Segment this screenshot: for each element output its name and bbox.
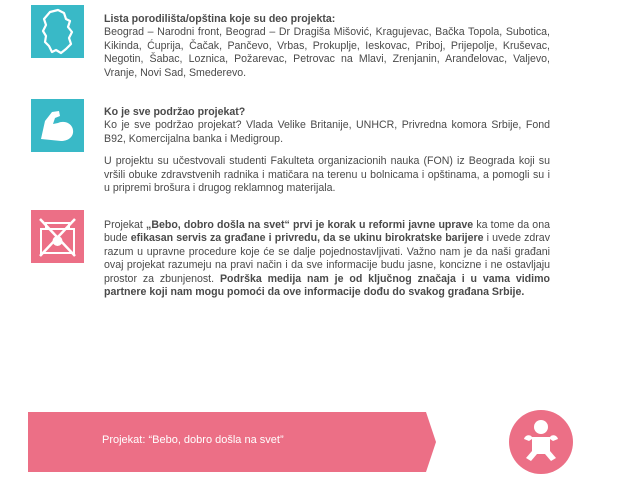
footer-banner: [28, 412, 436, 472]
section-municipalities: [104, 13, 550, 80]
serbia-map-icon: [31, 5, 84, 58]
fon-students-body: U projektu su učestvovali studenti Fakulteta organizacionih nauka (FON) iz Beograda koji su vršili obuke zdravstvenih radnika i matičara na terenu u bolnicama i opštinama, a pomogli su i u pripremi brošura i drugog reklamnog materijala.: [104, 155, 550, 195]
baby-icon: [508, 409, 574, 475]
crossed-out-paperwork-icon: [31, 210, 84, 263]
flexed-arm-icon: [31, 99, 84, 152]
project-paragraph: Projekat „Bebo, dobro došla na svet“ prvi je korak u reformi javne uprave ka tome da ona bude efikasan servis za građane i privredu, da se ukinu birokratske barijere i uvede zdrav razum u upravne procedure koje će se dalje pojednostavljivati. Važno nam je da naši građani ovaj projekat razumeju na pravi način i da sve informacije budu jasne, koncizne i ne ostavljaju prostor za zbunjenost. Podrška medija nam je od ključnog značaja i u vama vidimo partnere koji nam mogu pomoći da ove informacije dođu do svakog građana Srbije.: [104, 219, 550, 299]
supporters-title: Ko je sve podržao projekat?: [104, 106, 246, 118]
section-project-description: [104, 219, 550, 299]
section-supporters: [104, 106, 550, 195]
municipalities-list: Beograd – Narodni front, Beograd – Dr Dragiša Mišović, Kragujevac, Bačka Topola, Subotica, Kikinda, Ćuprija, Čačak, Pančevo, Vrbas, Prokuplje, Ieskovac, Priboj, Prijepolje, Kruševac, Negotin, Šabac, Loznica, Požarevac, Petrovac na Mlavi, Zrenjanin, Aranđelovac, Valjevo, Vranje, Novi Sad, Smederevo.: [104, 26, 550, 79]
banner-project-name: Projekat: “Bebo, dobro došla na svet”: [102, 434, 284, 446]
supporters-body: Ko je sve podržao projekat? Vlada Velike Britanije, UNHCR, Privredna komora Srbije, Fond B92, Komercijalna banka i Medigroup.: [104, 119, 550, 145]
municipalities-title: Lista porodilišta/opština koje su deo projekta:: [104, 13, 336, 25]
